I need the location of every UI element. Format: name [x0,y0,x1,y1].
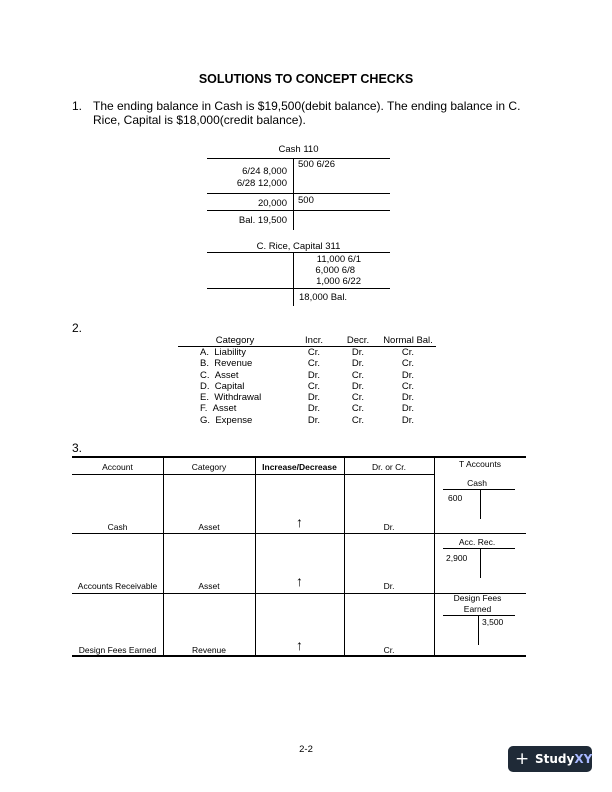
row-category: Capital [214,380,245,392]
cash-credit-entry: 500 6/26 [298,159,335,170]
logo-brand-accent: XY [574,752,593,766]
column-divider [344,456,345,656]
incr-cell: Dr. [307,392,321,404]
t-account-divider [480,548,481,578]
row-letter: E. [200,392,209,404]
header-dr-cr: Dr. or Cr. [371,462,406,472]
row-letter: F. [200,403,208,415]
category-cell [178,381,292,392]
t-account-divider [293,158,294,230]
plus-icon: + [515,749,530,769]
row-letter: G. [200,414,211,426]
t-account-title: Cash [467,478,487,488]
t-account-divider [480,489,481,519]
t-account-debit: 2,900 [446,553,468,563]
table-row [178,358,436,369]
normal-cell: Dr. [401,369,415,381]
row-category: Expense [215,414,253,426]
table-row [178,381,436,392]
page-title: SOLUTIONS TO CONCEPT CHECKS [198,72,414,86]
table-bottom-rule [72,655,526,657]
table-row [178,370,436,381]
row-letter: D. [200,380,210,392]
decr-cell: Cr. [351,392,365,404]
normal-cell: Cr. [401,380,415,392]
row-dr-cr: Dr. [383,522,395,532]
decr-cell: Cr. [351,369,365,381]
incr-cell: Dr. [307,403,321,415]
t-account-divider [293,252,294,306]
category-cell [178,415,292,426]
normal-cell: Cr. [401,347,415,358]
decr-cell: Dr. [351,358,365,370]
total-line [207,193,390,194]
table-row [178,403,436,414]
row-letter: A. [200,347,209,358]
t-account-divider [478,615,479,645]
cash-debit-total: 20,000 [257,198,287,209]
balance-line [207,210,390,211]
decr-cell: Dr. [351,380,365,392]
normal-cell: Cr. [401,358,415,370]
balance-line [207,288,390,289]
row-letter: C. [200,369,210,381]
decr-cell: Dr. [351,347,365,358]
category-table [178,335,436,426]
t-account-top-line [443,489,515,490]
row-category: Asset [198,581,220,591]
row-letter: B. [200,358,209,370]
table-row [178,415,436,426]
t-account-top-line [207,252,390,253]
header-category: Category [178,335,292,347]
row-category: Liability [214,347,246,358]
capital-credit-entry: 6,000 6/8 [315,265,355,276]
cash-credit-total: 500 [298,195,314,206]
header-bottom-rule [72,474,434,475]
row-category: Asset [214,369,239,381]
row-category: Revenue [191,645,227,655]
cash-debit-entry: 6/24 8,000 [242,166,287,177]
decr-cell: Cr. [351,414,365,426]
cash-debit-entry: 6/28 12,000 [236,178,287,189]
cash-account-title: Cash 110 [278,144,319,155]
header-category: Category [191,462,227,472]
header-increase-decrease: Increase/Decrease [262,462,337,472]
t-account-title: Acc. Rec. [458,537,496,547]
capital-balance: 18,000 Bal. [299,292,348,303]
row-account: Cash [107,522,128,532]
category-cell [178,347,292,359]
capital-credit-entry: 1,000 6/22 [316,276,361,287]
normal-cell: Dr. [401,414,415,426]
row-category: Withdrawal [214,392,262,404]
category-cell [178,403,292,414]
incr-cell: Cr. [307,347,321,358]
up-arrow-icon: ↑ [296,637,303,653]
cash-balance: Bal. 19,500 [238,215,287,226]
normal-cell: Dr. [401,403,415,415]
studyxy-logo[interactable] [508,746,592,772]
row-category: Asset [212,403,237,415]
incr-cell: Cr. [307,358,321,370]
incr-cell: Dr. [307,414,321,426]
header-incr: Incr. [292,335,336,347]
row-divider [72,533,526,534]
table-header-row [178,335,436,347]
up-arrow-icon: ↑ [296,514,303,530]
t-account-debit: 600 [448,493,463,503]
question-1-text: The ending balance in Cash is $19,500(debit balance). The ending balance in C. Rice, Capital is $18,000(credit balance). [93,99,521,127]
category-cell [178,358,292,369]
logo-text [535,746,592,772]
table-row [178,347,436,359]
row-account: Design Fees Earned [78,645,157,655]
header-decr: Decr. [336,335,380,347]
question-2-number: 2. [72,321,83,335]
capital-account-title: C. Rice, Capital 311 [256,241,341,252]
header-normal-balance: Normal Bal. [380,335,436,347]
row-category: Asset [198,522,220,532]
table-row [178,392,436,403]
header-t-accounts: T Accounts [459,459,501,469]
row-dr-cr: Cr. [383,645,395,655]
t-account-top-line [443,548,515,549]
question-1-number: 1. [72,99,83,113]
column-divider [255,456,256,656]
category-cell [178,370,292,381]
column-divider [163,456,164,656]
incr-cell: Cr. [307,380,321,392]
t-account-top-line [443,615,515,616]
header-account: Account [102,462,133,472]
row-dr-cr: Dr. [383,581,395,591]
t-account-credit: 3,500 [482,617,504,627]
t-account-title: Design Fees Earned [453,593,502,614]
normal-cell: Dr. [401,392,415,404]
row-account: Accounts Receivable [77,581,158,591]
row-category: Revenue [214,358,253,370]
up-arrow-icon: ↑ [296,573,303,589]
table-top-rule [72,456,526,458]
capital-credit-entry: 11,000 6/1 [316,254,361,265]
category-cell [178,392,292,403]
decr-cell: Cr. [351,403,365,415]
incr-cell: Dr. [307,369,321,381]
logo-brand: Study [535,752,575,766]
question-3-number: 3. [72,441,83,455]
column-divider [434,456,435,656]
page-number: 2-2 [299,744,313,755]
